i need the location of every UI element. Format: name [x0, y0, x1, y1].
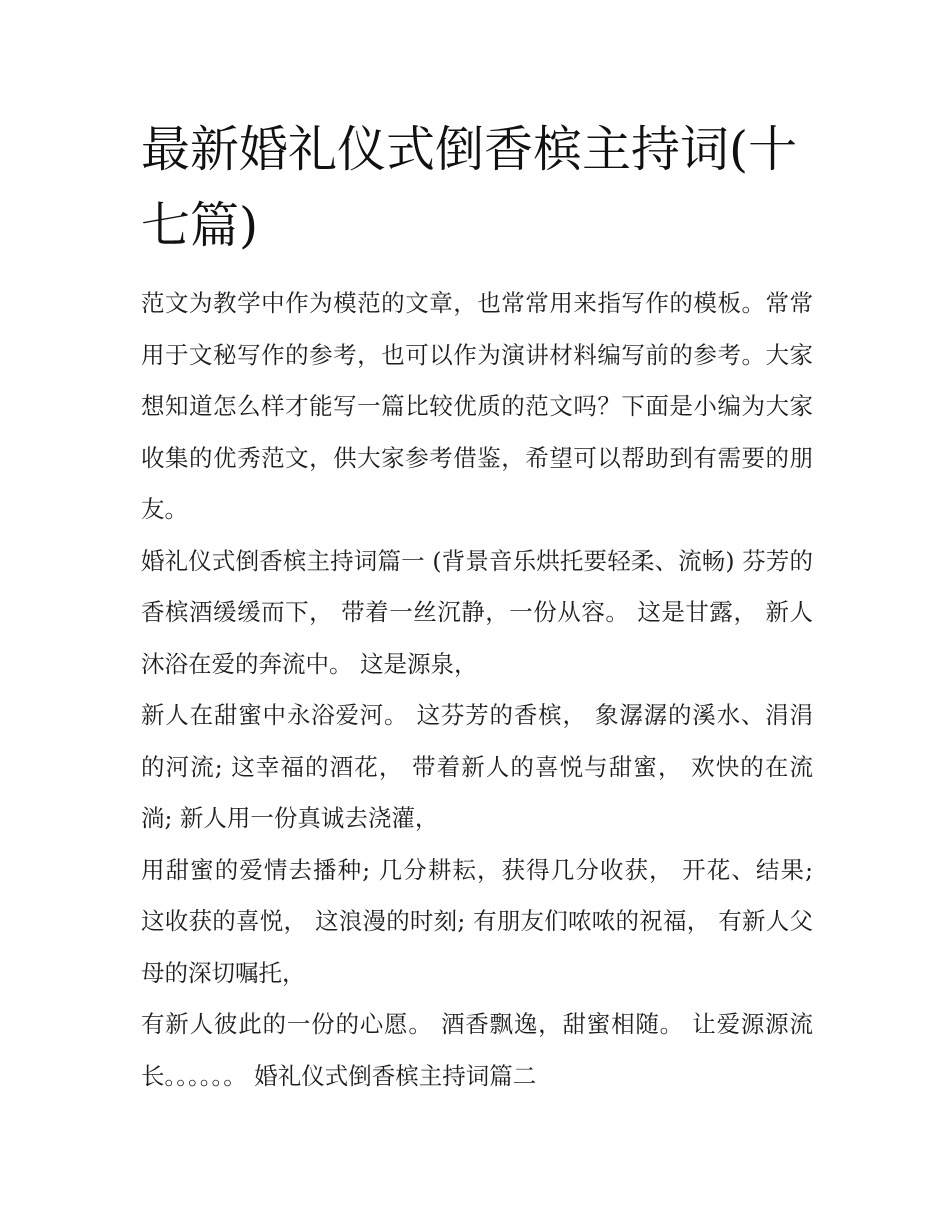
body-paragraph: 婚礼仪式倒香槟主持词篇一 (背景音乐烘托要轻柔、流畅) 芬芳的香槟酒缓缓而下， 带着一丝沉静，一份从容。 这是甘露， 新人沐浴在爱的奔流中。 这是源泉，	[141, 546, 813, 678]
body-paragraph: 用甜蜜的爱情去播种; 几分耕耘，获得几分收获， 开花、结果; 这收获的喜悦， 这浪漫的时刻; 有朋友们哝哝的祝福， 有新人父母的深切嘱托，	[141, 855, 813, 987]
document-content	[141, 112, 813, 1102]
document-body	[141, 278, 813, 1102]
document-title: 最新婚礼仪式倒香槟主持词(十七篇)	[141, 121, 798, 254]
body-paragraph: 有新人彼此的一份的心愿。 酒香飘逸，甜蜜相随。 让爱源源流长。。。。。。 婚礼仪式倒香槟主持词篇二	[141, 1010, 813, 1090]
intro-paragraph: 范文为教学中作为模范的文章，也常常用来指写作的模板。常常用于文秘写作的参考，也可以作为演讲材料编写前的参考。大家想知道怎么样才能写一篇比较优质的范文吗？下面是小编为大家收集的优秀范文，供大家参考借鉴，希望可以帮助到有需要的朋友。	[141, 289, 813, 523]
body-paragraph: 新人在甜蜜中永浴爱河。 这芬芳的香槟， 象潺潺的溪水、涓涓的河流; 这幸福的酒花， 带着新人的喜悦与甜蜜， 欢快的在流淌; 新人用一份真诚去浇灌，	[141, 701, 813, 832]
